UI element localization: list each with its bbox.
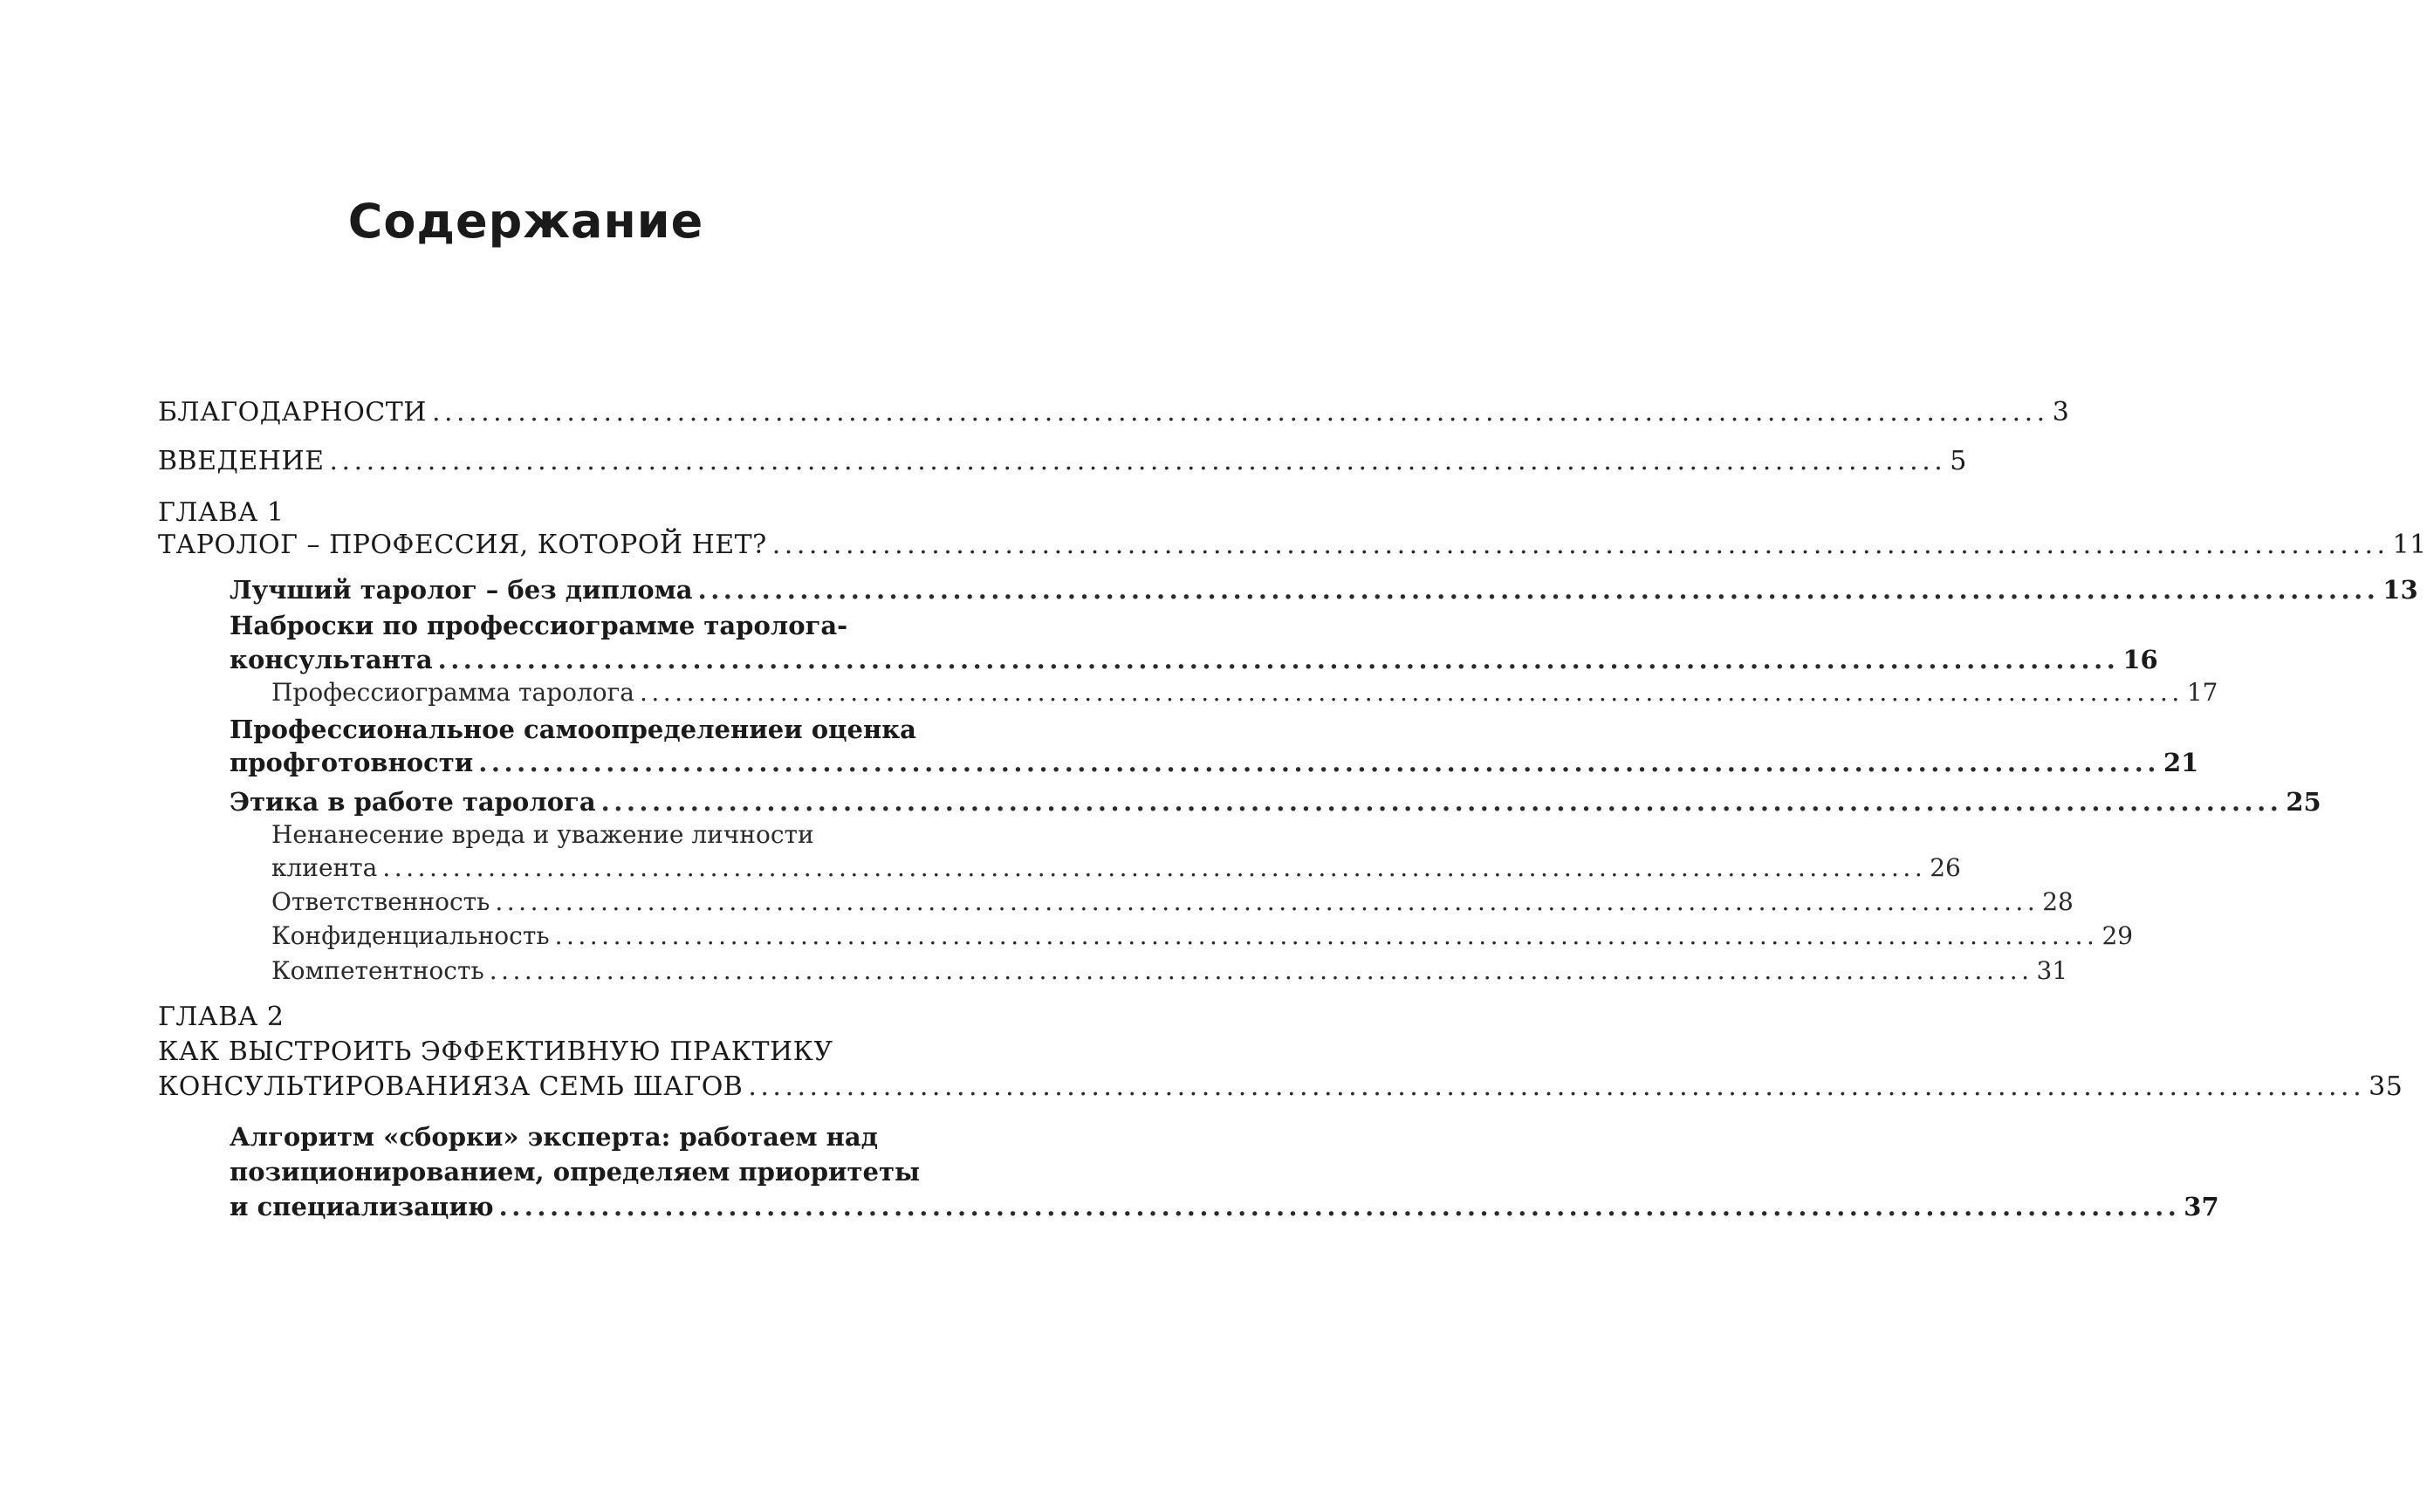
- dot-leader: ....................................................................................................................................: [329, 446, 1947, 476]
- toc-page-number: 31: [2036, 956, 2068, 985]
- toc-entry-chapter-2[interactable]: [158, 1070, 2403, 1105]
- toc-page-number: 29: [2101, 921, 2134, 950]
- toc-entry-label: Конфиденциальность: [271, 921, 550, 950]
- toc-entry-label: профготовности: [230, 748, 474, 777]
- toc-entry-label: Компетентность: [271, 956, 484, 985]
- toc-entry-label: Ответственность: [271, 887, 490, 916]
- dot-leader: ....................................................................................................................................: [495, 887, 2040, 916]
- toc-entry-self-determination[interactable]: [230, 745, 2199, 780]
- toc-page-number: 25: [2286, 787, 2321, 817]
- toc-entry-confidentiality[interactable]: [271, 919, 2134, 954]
- toc-entry-sketches[interactable]: [230, 642, 2158, 677]
- dot-leader: ....................................................................................................................................: [554, 921, 2099, 950]
- toc-entry-label: Профессиограмма таролога: [271, 678, 634, 707]
- toc-entry-competence[interactable]: [271, 954, 2068, 989]
- toc-entry-nonharm-line1[interactable]: Ненанесение вреда и уважение личности: [271, 820, 814, 849]
- toc-entry-algorithm-line1[interactable]: Алгоритм «сборки» эксперта: работаем над: [230, 1122, 879, 1152]
- dot-leader: ....................................................................................................................................: [478, 748, 2160, 777]
- toc-entry-introduction[interactable]: [158, 444, 1967, 479]
- toc-page-number: 26: [1930, 853, 1961, 882]
- dot-leader: ....................................................................................................................................: [431, 397, 2049, 428]
- toc-entry-label: КОНСУЛЬТИРОВАНИЯЗА СЕМЬ ШАГОВ: [158, 1071, 744, 1102]
- toc-entry-label: и специализацию: [230, 1192, 494, 1221]
- toc-page-number: 17: [2186, 678, 2218, 707]
- toc-page-number: 35: [2369, 1071, 2403, 1102]
- toc-page-number: 37: [2184, 1192, 2219, 1221]
- toc-entry-label: клиента: [271, 853, 378, 882]
- toc-entry-algorithm-line2[interactable]: позиционированием, определяем приоритеты: [230, 1157, 921, 1187]
- dot-leader: ....................................................................................................................................: [382, 853, 1927, 882]
- dot-leader: ....................................................................................................................................: [489, 956, 2033, 985]
- toc-page-number: 21: [2163, 748, 2199, 777]
- toc-page-number: 16: [2122, 645, 2158, 674]
- toc-entry-algorithm[interactable]: [230, 1189, 2219, 1224]
- dot-leader: ....................................................................................................................................: [771, 530, 2389, 560]
- toc-entry-label: Лучший таролог – без диплома: [230, 575, 693, 605]
- dot-leader: ....................................................................................................................................: [498, 1192, 2181, 1221]
- dot-leader: ....................................................................................................................................: [697, 575, 2380, 605]
- toc-entry-chapter-2-line1[interactable]: КАК ВЫСТРОИТЬ ЭФФЕКТИВНУЮ ПРАКТИКУ: [158, 1037, 833, 1067]
- toc-entry-sketches-line1[interactable]: Наброски по профессиограмме таролога-: [230, 611, 848, 640]
- toc-page-number: 28: [2042, 887, 2074, 916]
- toc-entry-label: БЛАГОДАРНОСТИ: [158, 397, 427, 428]
- toc-page-number: 11: [2392, 530, 2427, 560]
- toc-entry-responsibility[interactable]: [271, 885, 2074, 920]
- toc-entry-label: ВВЕДЕНИЕ: [158, 446, 325, 476]
- page-title: Содержание: [347, 194, 704, 249]
- dot-leader: ....................................................................................................................................: [639, 678, 2184, 707]
- toc-entry-acknowledgements[interactable]: [158, 395, 2070, 430]
- toc-entry-label: консультанта: [230, 645, 433, 674]
- dot-leader: ....................................................................................................................................: [748, 1071, 2366, 1102]
- toc-entry-chapter-1[interactable]: [158, 528, 2427, 563]
- dot-leader: ....................................................................................................................................: [437, 645, 2120, 674]
- toc-page-number: 13: [2382, 575, 2418, 605]
- toc-entry-nonharm[interactable]: [271, 851, 1961, 886]
- chapter-2-heading: ГЛАВА 2: [158, 1002, 285, 1032]
- toc-entry-label: Этика в работе таролога: [230, 787, 596, 817]
- toc-entry-label: ТАРОЛОГ – ПРОФЕССИЯ, КОТОРОЙ НЕТ?: [158, 530, 767, 560]
- chapter-1-heading: ГЛАВА 1: [158, 497, 285, 528]
- dot-leader: ....................................................................................................................................: [600, 787, 2283, 817]
- toc-entry-ethics[interactable]: [230, 784, 2321, 819]
- toc-page-number: 5: [1950, 446, 1967, 476]
- toc-entry-self-determination-line1[interactable]: Профессиональное самоопределениеи оценка: [230, 715, 916, 744]
- toc-entry-professiogram[interactable]: [271, 675, 2218, 710]
- toc-entry-best-tarologist[interactable]: [230, 572, 2418, 607]
- toc-page-number: 3: [2052, 397, 2070, 428]
